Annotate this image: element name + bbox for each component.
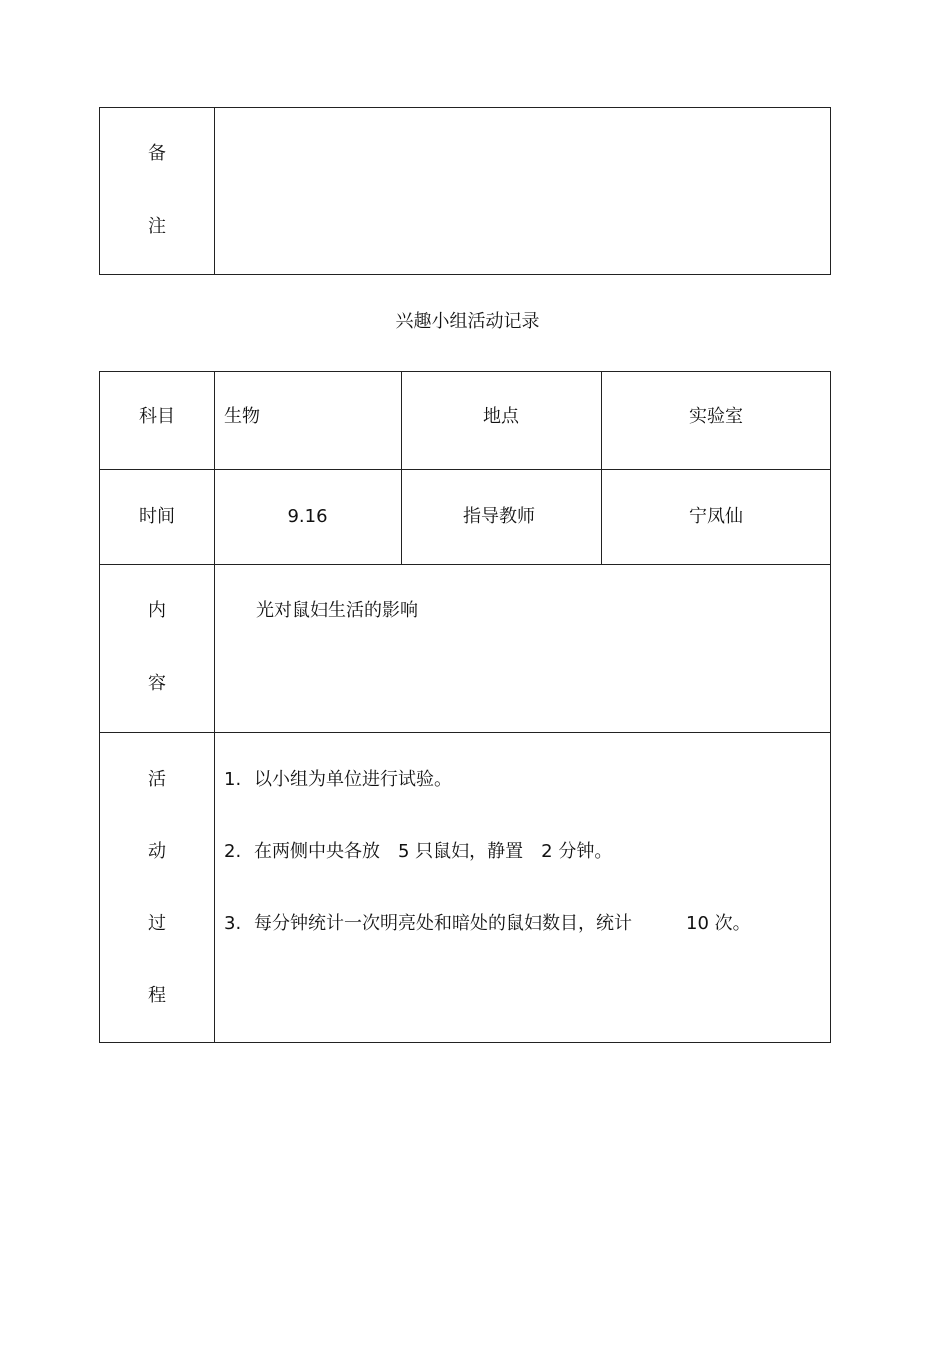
location-label: 地点	[483, 406, 519, 427]
process-label-char-4: 程	[148, 985, 166, 1006]
remarks-label-char-1: 备	[148, 143, 166, 164]
process-label-char-2: 动	[148, 841, 166, 862]
remarks-divider	[214, 107, 215, 275]
teacher-value: 宁凤仙	[689, 506, 743, 527]
process-step-3-text: 每分钟统计一次明亮处和暗处的鼠妇数目，统计 10 次。	[254, 913, 751, 934]
record-row-divider-3	[99, 732, 831, 733]
record-label-column-divider	[214, 371, 215, 1043]
record-table	[99, 371, 831, 1043]
time-label: 时间	[139, 506, 175, 527]
process-label-char-1: 活	[148, 769, 166, 790]
content-value: 光对鼠妇生活的影响	[256, 600, 418, 621]
page-title: 兴趣小组活动记录	[395, 311, 540, 332]
time-value: 9.16	[287, 506, 328, 527]
record-row-divider-1	[99, 469, 831, 470]
subject-label: 科目	[139, 406, 175, 427]
record-divider-col-3	[601, 371, 602, 564]
process-step-1-text: 以小组为单位进行试验。	[254, 769, 452, 790]
record-row-divider-2	[99, 564, 831, 565]
process-step-2-number: 2.	[224, 841, 242, 862]
process-label-char-3: 过	[148, 913, 166, 934]
process-step-2-text: 在两侧中央各放 5 只鼠妇，静置 2 分钟。	[254, 841, 613, 862]
process-step-1-number: 1.	[224, 769, 242, 790]
remarks-table	[99, 107, 831, 275]
location-value: 实验室	[689, 406, 743, 427]
process-step-3-number: 3.	[224, 913, 242, 934]
subject-value: 生物	[224, 406, 260, 427]
teacher-label: 指导教师	[463, 506, 535, 527]
record-divider-col-2	[401, 371, 402, 564]
content-label-char-1: 内	[148, 600, 166, 621]
remarks-label-char-2: 注	[148, 216, 166, 237]
content-label-char-2: 容	[148, 673, 166, 694]
